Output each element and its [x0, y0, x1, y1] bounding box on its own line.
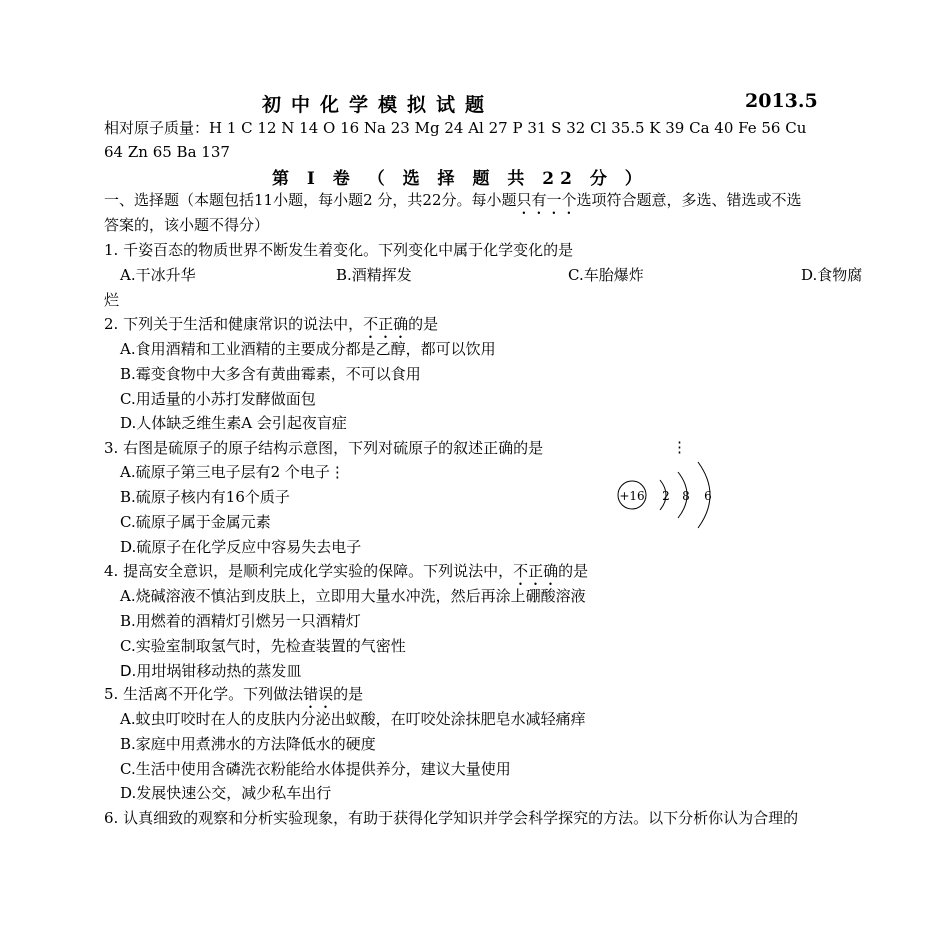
- question-1-option-a: A.干冰升华: [120, 266, 196, 284]
- question-2-option-a: A.食用酒精和工业酒精的主要成分都是乙醇，都可以饮用: [120, 340, 496, 358]
- question-2-stem: 2. 下列关于生活和健康常识的说法中，不正确的是: [104, 315, 439, 333]
- question-4-option-d: D.用坩埚钳移动热的蒸发皿: [120, 662, 302, 680]
- instructions-line-1: 一、选择题（本题包括11小题，每小题2 分，共22分。每小题只有一个选项符合题意，多选、错选或不选: [104, 191, 802, 209]
- question-1-option-d-wrap: 烂: [104, 291, 120, 309]
- question-4-option-c: C.实验室制取氢气时，先检查装置的气密性: [120, 637, 406, 655]
- question-1-option-c: C.车胎爆炸: [568, 266, 644, 284]
- question-1-option-b: B.酒精挥发: [336, 266, 412, 284]
- instructions-emphasis: 只有一个: [516, 191, 577, 209]
- atomic-masses-line-1: 相对原子质量：H 1 C 12 N 14 O 16 Na 23 Mg 24 Al 27 P 31 S 32 Cl 35.5 K 39 Ca 40 Fe 56 Cu: [104, 119, 807, 137]
- question-2-emphasis: 不正确: [363, 315, 409, 333]
- nucleus-label: +16: [619, 489, 645, 503]
- question-4-option-b: B.用燃着的酒精灯引燃另一只酒精灯: [120, 612, 361, 630]
- question-5-option-b: B.家庭中用煮沸水的方法降低水的硬度: [120, 735, 376, 753]
- shell-1-electrons: 2: [662, 489, 670, 503]
- question-4-stem: 4. 提高安全意识，是顺利完成化学实验的保障。下列说法中，不正确的是: [104, 562, 589, 580]
- question-5-emphasis: 错误: [303, 685, 334, 703]
- sulfur-atom-diagram: [612, 458, 722, 530]
- question-3-option-d: D.硫原子在化学反应中容易失去电子: [120, 538, 362, 556]
- exam-date: 2013.5: [745, 90, 818, 112]
- exam-title: 初中化学模拟试题: [262, 94, 495, 116]
- question-3-mark: ⋮: [672, 438, 687, 456]
- question-4-option-a: A.烧碱溶液不慎沾到皮肤上，立即用大量水冲洗，然后再涂上硼酸溶液: [120, 587, 586, 605]
- question-3-option-a: A.硫原子第三电子层有2 个电子⋮: [120, 463, 345, 481]
- shell-3-electrons: 6: [704, 489, 712, 503]
- question-3-option-b: B.硫原子核内有16个质子: [120, 488, 290, 506]
- question-3-option-c: C.硫原子属于金属元素: [120, 513, 271, 531]
- question-3-stem: 3. 右图是硫原子的原子结构示意图，下列对硫原子的叙述正确的是: [104, 439, 544, 457]
- shell-2-electrons: 8: [682, 489, 690, 503]
- atomic-masses-line-2: 64 Zn 65 Ba 137: [104, 143, 230, 161]
- question-4-emphasis: 不正确: [513, 562, 559, 580]
- instructions-line-2: 答案的，该小题不得分）: [104, 216, 270, 234]
- question-5-option-a: A.蚊虫叮咬时在人的皮肤内分泌出蚁酸，在叮咬处涂抹肥皂水减轻痛痒: [120, 710, 586, 728]
- question-5-option-d: D.发展快速公交，减少私车出行: [120, 784, 332, 802]
- question-2-option-d: D.人体缺乏维生素A 会引起夜盲症: [120, 414, 347, 432]
- question-5-option-c: C.生活中使用含磷洗衣粉能给水体提供养分，建议大量使用: [120, 760, 511, 778]
- section-heading: 第 Ⅰ 卷 （ 选 择 题 共 22 分 ）: [272, 169, 648, 189]
- question-2-option-c: C.用适量的小苏打发酵做面包: [120, 390, 316, 408]
- question-6-stem: 6. 认真细致的观察和分析实验现象，有助于获得化学知识并学会科学探究的方法。以下分析你认为合理的: [104, 809, 799, 827]
- question-1-stem: 1. 千姿百态的物质世界不断发生着变化。下列变化中属于化学变化的是: [104, 241, 574, 259]
- question-5-stem: 5. 生活离不开化学。下列做法错误的是: [104, 685, 364, 703]
- question-2-option-b: B.霉变食物中大多含有黄曲霉素，不可以食用: [120, 365, 421, 383]
- question-1-option-d: D.食物腐: [801, 266, 863, 284]
